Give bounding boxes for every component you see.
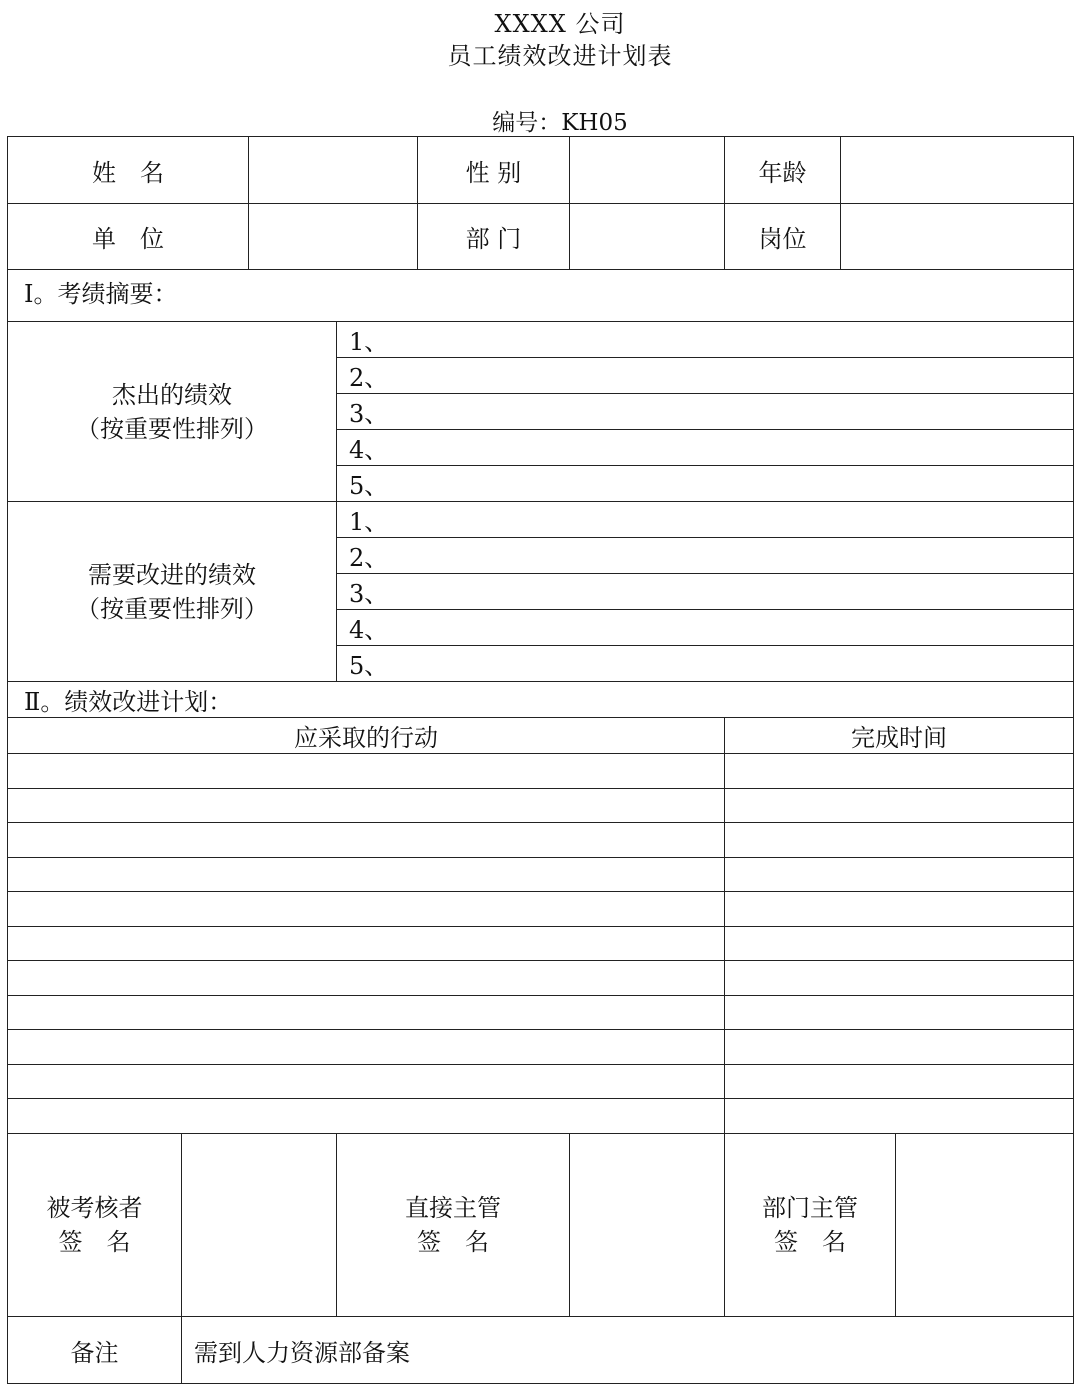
dept-supervisor-sign-field[interactable] (896, 1134, 1074, 1317)
improve-item-2[interactable]: 2、 (337, 538, 1074, 574)
dept-field[interactable] (570, 204, 725, 270)
improve-item-1[interactable]: 1、 (337, 502, 1074, 538)
dept-supervisor-label: 部门主管 (762, 1194, 858, 1222)
action-cell[interactable] (8, 996, 725, 1030)
remarks-label: 备注 (8, 1317, 182, 1384)
unit-field[interactable] (249, 204, 418, 270)
reviewee-label: 被考核者 (46, 1194, 143, 1222)
improvement-plan-table (7, 136, 1074, 1384)
name-label: 姓 名 (8, 137, 249, 204)
time-cell[interactable] (725, 754, 1074, 789)
improve-label-sub: （按重要性排列） (76, 594, 268, 623)
direct-supervisor-sign-field[interactable] (570, 1134, 725, 1317)
post-label: 岗位 (725, 204, 841, 270)
time-header: 完成时间 (725, 718, 1074, 754)
action-cell[interactable] (8, 789, 725, 823)
outstanding-item-2[interactable]: 2、 (337, 358, 1074, 394)
direct-supervisor-sign-label (337, 1134, 570, 1317)
improve-label-text: 需要改进的绩效 (88, 560, 256, 589)
outstanding-item-3[interactable]: 3、 (337, 394, 1074, 430)
unit-label: 单 位 (8, 204, 249, 270)
action-cell[interactable] (8, 858, 725, 892)
time-cell[interactable] (725, 927, 1074, 961)
reviewee-sign-text: 签 名 (58, 1228, 131, 1256)
improve-performance-label (8, 502, 337, 682)
reviewee-sign-label (8, 1134, 182, 1317)
outstanding-item-5[interactable]: 5、 (337, 466, 1074, 502)
section2-title: Ⅱ。绩效改进计划： (8, 682, 1074, 718)
action-cell[interactable] (8, 961, 725, 996)
form-code: 编号：KH05 (492, 110, 628, 136)
action-header: 应采取的行动 (8, 718, 725, 754)
improve-item-3[interactable]: 3、 (337, 574, 1074, 610)
time-cell[interactable] (725, 1065, 1074, 1099)
section1-title: Ⅰ。考绩摘要： (8, 270, 1074, 322)
name-field[interactable] (249, 137, 418, 204)
time-cell[interactable] (725, 996, 1074, 1030)
age-field[interactable] (841, 137, 1074, 204)
dept-label: 部 门 (418, 204, 570, 270)
reviewee-sign-field[interactable] (182, 1134, 337, 1317)
time-cell[interactable] (725, 961, 1074, 996)
time-cell[interactable] (725, 789, 1074, 823)
dept-supervisor-sign-label (725, 1134, 896, 1317)
time-cell[interactable] (725, 858, 1074, 892)
outstanding-item-4[interactable]: 4、 (337, 430, 1074, 466)
dept-supervisor-sign-text: 签 名 (774, 1228, 846, 1256)
time-cell[interactable] (725, 1099, 1074, 1134)
direct-supervisor-sign-text: 签 名 (417, 1228, 489, 1256)
improve-item-5[interactable]: 5、 (337, 646, 1074, 682)
gender-field[interactable] (570, 137, 725, 204)
company-name: XXXX 公司 (494, 10, 626, 38)
action-cell[interactable] (8, 1099, 725, 1134)
post-field[interactable] (841, 204, 1074, 270)
outstanding-label-sub: （按重要性排列） (76, 414, 268, 443)
form-title: 员工绩效改进计划表 (447, 42, 673, 70)
time-cell[interactable] (725, 892, 1074, 927)
improve-item-4[interactable]: 4、 (337, 610, 1074, 646)
action-cell[interactable] (8, 927, 725, 961)
direct-supervisor-label: 直接主管 (405, 1194, 501, 1222)
time-cell[interactable] (725, 1030, 1074, 1065)
action-cell[interactable] (8, 1030, 725, 1065)
action-cell[interactable] (8, 1065, 725, 1099)
age-label: 年龄 (725, 137, 841, 204)
outstanding-performance-label (8, 322, 337, 502)
action-cell[interactable] (8, 823, 725, 858)
action-cell[interactable] (8, 892, 725, 927)
time-cell[interactable] (725, 823, 1074, 858)
gender-label: 性 别 (418, 137, 570, 204)
outstanding-item-1[interactable]: 1、 (337, 322, 1074, 358)
action-cell[interactable] (8, 754, 725, 789)
outstanding-label-text: 杰出的绩效 (112, 380, 232, 409)
remarks-text[interactable]: 需到人力资源部备案 (182, 1317, 1074, 1384)
